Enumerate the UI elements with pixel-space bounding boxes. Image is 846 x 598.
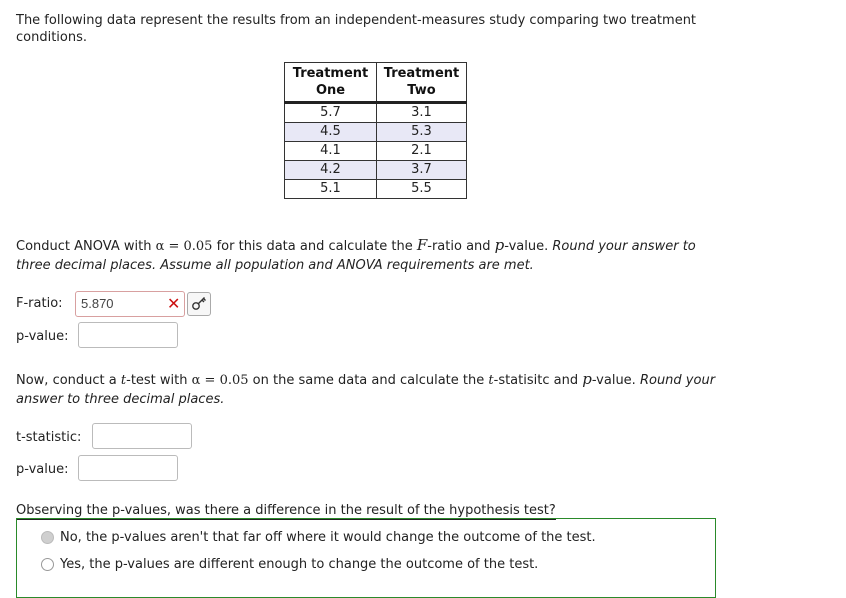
observation-question: Observing the p-values, was there a difference in the result of the hypothesis test? (16, 503, 556, 518)
anova-p-value-label: p-value: (16, 329, 69, 344)
option-no[interactable] (41, 530, 596, 545)
intro-text: The following data represent the results from an independent-measures study comparing two treatment conditions. (16, 13, 697, 45)
ttest-p-value-label: p-value: (16, 462, 69, 477)
anova-p-value-input[interactable] (78, 322, 178, 348)
table-row: 5.7 3.1 (285, 103, 467, 123)
f-ratio-input[interactable]: 5.870 (75, 291, 185, 317)
option-yes[interactable] (41, 557, 538, 572)
table-row: 4.2 3.7 (285, 161, 467, 180)
radio-selected-icon[interactable] (41, 531, 54, 544)
data-table (284, 62, 467, 199)
header-treatment-two: Treatment Two (377, 63, 467, 103)
header-treatment-one: Treatment One (285, 63, 377, 103)
answer-choices (16, 518, 716, 598)
ttest-p-value-input[interactable] (78, 455, 178, 481)
anova-question: Conduct ANOVA with α = 0.05 for this data and calculate the F-ratio and p-value. Round your answer to three decimal places. Assume all population and ANOVA requirements are met. (16, 236, 696, 273)
ttest-question: Now, conduct a t-test with α = 0.05 on the same data and calculate the t-statisitc and p-value. Round your answer to three decimal places. (16, 370, 716, 407)
table-row: 5.1 5.5 (285, 180, 467, 199)
incorrect-x-icon: ✕ (167, 294, 181, 313)
key-icon[interactable] (187, 292, 211, 316)
option-label: Yes, the p-values are different enough to change the outcome of the test. (60, 557, 539, 572)
table-row: 4.1 2.1 (285, 142, 467, 161)
t-statistic-label: t-statistic: (16, 430, 82, 445)
radio-icon[interactable] (41, 558, 54, 571)
f-ratio-label: F-ratio: (16, 296, 63, 311)
table-row: 4.5 5.3 (285, 123, 467, 142)
option-label: No, the p-values aren't that far off where it would change the outcome of the test. (60, 530, 596, 545)
t-statistic-input[interactable] (92, 423, 192, 449)
